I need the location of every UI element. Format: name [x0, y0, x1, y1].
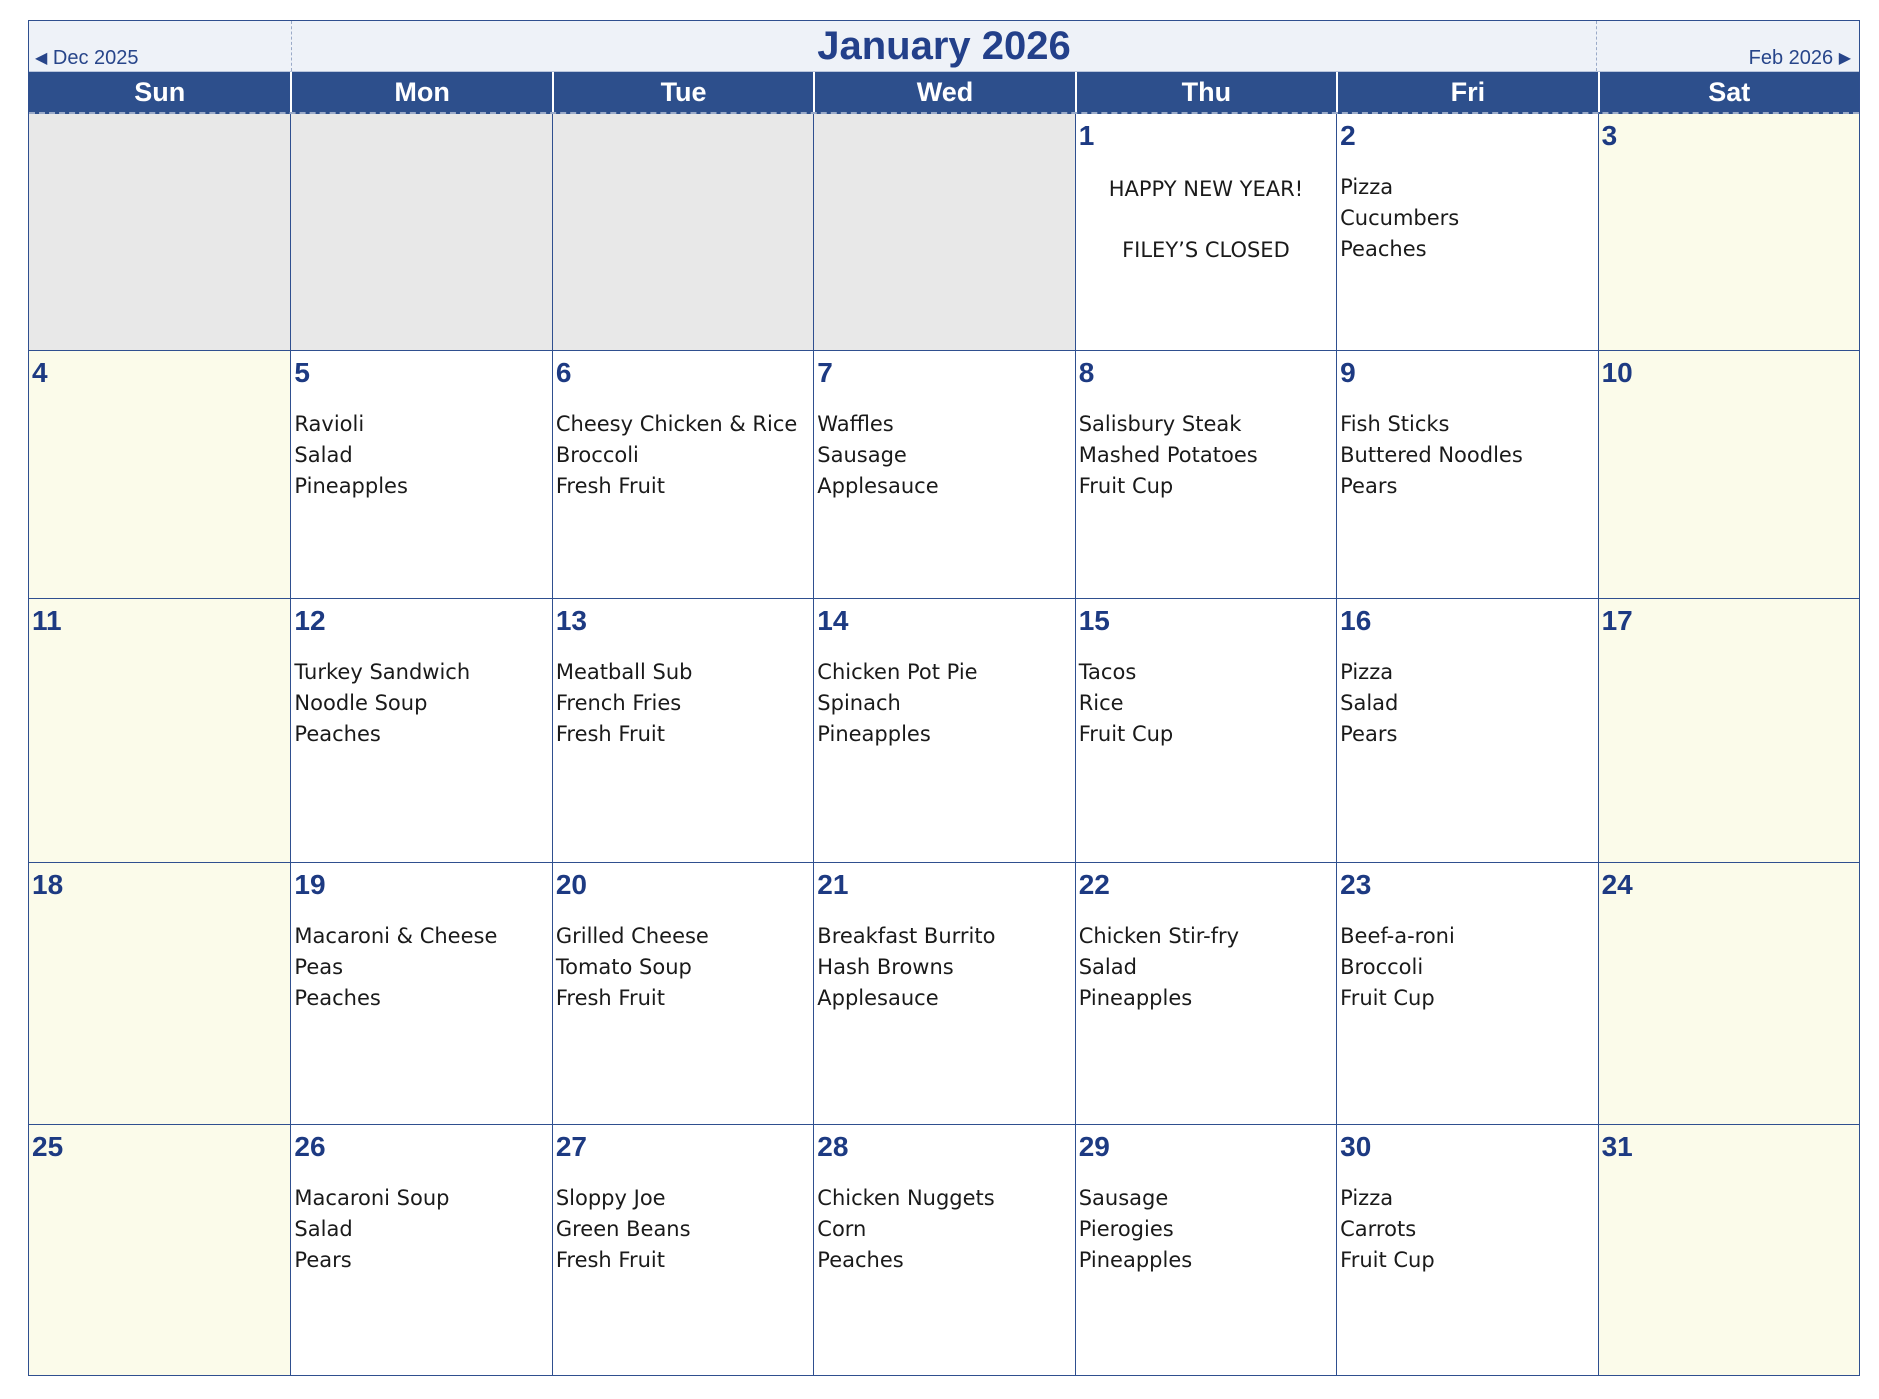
- empty-day-cell: [290, 114, 551, 350]
- menu-item: Mashed Potatoes: [1078, 443, 1258, 467]
- day-number: 30: [1340, 1131, 1372, 1162]
- menu-item: Broccoli: [555, 443, 639, 467]
- menu-item: Macaroni & Cheese: [294, 924, 498, 948]
- menu-list: [556, 657, 693, 750]
- menu-list: [817, 409, 938, 502]
- day-number: 4: [32, 357, 48, 388]
- calendar: [28, 20, 1860, 1376]
- menu-item: Fruit Cup: [1340, 986, 1435, 1010]
- empty-day-cell: [29, 114, 290, 350]
- menu-item: Salisbury Steak: [1078, 412, 1242, 436]
- day-cell: [1336, 862, 1597, 1124]
- menu-item: Beef-a-roni: [1340, 924, 1455, 948]
- day-number: 25: [32, 1131, 64, 1162]
- day-number: 24: [1601, 869, 1633, 900]
- day-cell: [290, 862, 551, 1124]
- menu-list: [1079, 657, 1174, 750]
- menu-item: Pizza: [1340, 660, 1394, 684]
- day-cell: [1598, 598, 1859, 862]
- day-number: 2: [1340, 120, 1356, 151]
- prev-month-label: Dec 2025: [52, 47, 139, 69]
- weekday-header: Thu: [1075, 72, 1336, 112]
- day-note: [1076, 174, 1336, 266]
- menu-list: [1079, 1183, 1193, 1276]
- day-cell: [1075, 350, 1336, 598]
- weekday-header: Fri: [1336, 72, 1597, 112]
- menu-item: Fruit Cup: [1078, 722, 1174, 746]
- note-line: FILEY’S CLOSED: [1122, 238, 1290, 262]
- menu-list: [1340, 1183, 1435, 1276]
- day-cell: [813, 862, 1074, 1124]
- triangle-right-icon: ▶: [1838, 50, 1851, 67]
- menu-item: Broccoli: [1340, 955, 1424, 979]
- menu-list: [1340, 921, 1455, 1014]
- menu-item: Pears: [294, 1248, 352, 1272]
- menu-item: Buttered Noodles: [1340, 443, 1523, 467]
- day-number: 9: [1340, 357, 1356, 388]
- day-cell: [1598, 114, 1859, 350]
- day-cell: [1336, 598, 1597, 862]
- note-line: HAPPY NEW YEAR!: [1108, 177, 1304, 201]
- day-cell: [290, 1124, 551, 1375]
- month-title: January 2026: [817, 24, 1071, 68]
- menu-item: Sausage: [817, 443, 907, 467]
- menu-item: Pineapples: [1078, 986, 1193, 1010]
- prev-month-cell: [29, 21, 292, 71]
- day-number: 18: [32, 869, 64, 900]
- day-number: 5: [294, 357, 310, 388]
- day-cell: [813, 350, 1074, 598]
- menu-item: Cucumbers: [1340, 206, 1460, 230]
- weekday-header: Sun: [134, 77, 186, 107]
- day-number: 27: [555, 1131, 587, 1162]
- menu-item: Fresh Fruit: [555, 722, 665, 746]
- calendar-header: [29, 21, 1859, 72]
- menu-list: [556, 921, 709, 1014]
- day-number: 19: [294, 869, 326, 900]
- day-cell: [290, 350, 551, 598]
- day-number: 16: [1340, 605, 1372, 636]
- menu-item: Salad: [1078, 955, 1137, 979]
- day-number: 22: [1078, 869, 1110, 900]
- menu-item: Applesauce: [817, 986, 939, 1010]
- weekday-header: Sat: [1598, 72, 1859, 112]
- menu-item: Meatball Sub: [555, 660, 693, 684]
- menu-item: Cheesy Chicken & Rice: [555, 412, 798, 436]
- day-number: 31: [1601, 1131, 1633, 1162]
- menu-item: Spinach: [817, 691, 901, 715]
- weekday-header: Tue: [552, 72, 813, 112]
- menu-item: Chicken Nuggets: [817, 1186, 995, 1210]
- menu-list: [817, 657, 977, 750]
- menu-item: Sloppy Joe: [555, 1186, 666, 1210]
- day-number: 14: [817, 605, 849, 636]
- day-cell: [1075, 114, 1336, 350]
- menu-list: [294, 657, 470, 750]
- weekday-header: Wed: [813, 72, 1074, 112]
- menu-item: Pineapples: [817, 722, 931, 746]
- day-number: 29: [1078, 1131, 1110, 1162]
- menu-item: Fresh Fruit: [555, 474, 665, 498]
- menu-item: Chicken Stir-fry: [1078, 924, 1240, 948]
- menu-item: Ravioli: [294, 412, 365, 436]
- menu-item: Salad: [1340, 691, 1399, 715]
- menu-item: Applesauce: [817, 474, 939, 498]
- menu-item: Pizza: [1340, 1186, 1394, 1210]
- menu-item: Rice: [1078, 691, 1124, 715]
- menu-item: Peas: [294, 955, 344, 979]
- menu-item: Fruit Cup: [1078, 474, 1174, 498]
- day-number: 15: [1078, 605, 1110, 636]
- day-number: 26: [294, 1131, 326, 1162]
- day-cell: [29, 862, 290, 1124]
- menu-item: French Fries: [555, 691, 682, 715]
- next-month-label: Feb 2026: [1748, 47, 1834, 69]
- day-cell: [29, 350, 290, 598]
- triangle-left-icon: ◀: [35, 50, 48, 67]
- day-number: 20: [555, 869, 587, 900]
- menu-item: Chicken Pot Pie: [817, 660, 978, 684]
- menu-item: Salad: [294, 443, 353, 467]
- menu-item: Sausage: [1078, 1186, 1169, 1210]
- menu-list: [1340, 409, 1523, 502]
- menu-item: Grilled Cheese: [555, 924, 709, 948]
- day-cell: [813, 1124, 1074, 1375]
- calendar-grid: [29, 114, 1859, 1375]
- day-cell: [552, 862, 813, 1124]
- menu-item: Tomato Soup: [555, 955, 692, 979]
- menu-item: Fresh Fruit: [555, 986, 665, 1010]
- menu-item: Fruit Cup: [1340, 1248, 1435, 1272]
- weekday-header: Mon: [290, 72, 551, 112]
- menu-list: [294, 1183, 449, 1276]
- day-cell: [552, 350, 813, 598]
- next-month-cell: [1596, 21, 1859, 71]
- day-number: 28: [817, 1131, 849, 1162]
- menu-item: Fresh Fruit: [555, 1248, 665, 1272]
- menu-item: Corn: [817, 1217, 867, 1241]
- menu-item: Carrots: [1340, 1217, 1417, 1241]
- day-number: 3: [1601, 120, 1618, 151]
- menu-item: Turkey Sandwich: [294, 660, 471, 684]
- menu-item: Salad: [294, 1217, 353, 1241]
- menu-list: [1079, 409, 1258, 502]
- menu-list: [1340, 172, 1459, 265]
- day-number: 23: [1340, 869, 1372, 900]
- day-number: 10: [1601, 357, 1633, 388]
- menu-item: Tacos: [1078, 660, 1137, 684]
- menu-list: [556, 409, 797, 502]
- menu-list: [1079, 921, 1239, 1014]
- day-cell: [29, 598, 290, 862]
- menu-list: [817, 1183, 994, 1276]
- menu-item: Peaches: [817, 1248, 904, 1272]
- empty-day-cell: [813, 114, 1074, 350]
- day-number: 12: [294, 605, 326, 636]
- day-cell: [290, 598, 551, 862]
- menu-item: Fish Sticks: [1340, 412, 1450, 436]
- day-cell: [1336, 114, 1597, 350]
- menu-item: Peaches: [294, 722, 381, 746]
- menu-item: Pears: [1340, 474, 1398, 498]
- menu-item: Pizza: [1340, 175, 1394, 199]
- menu-item: Green Beans: [555, 1217, 691, 1241]
- day-number: 17: [1601, 605, 1633, 636]
- next-month-link[interactable]: [1749, 46, 1851, 71]
- menu-list: [556, 1183, 691, 1276]
- menu-item: Macaroni Soup: [294, 1186, 450, 1210]
- day-number: 7: [817, 357, 833, 388]
- day-number: 6: [555, 357, 572, 388]
- menu-list: [294, 409, 408, 502]
- day-cell: [1598, 350, 1859, 598]
- menu-item: Waffles: [817, 412, 894, 436]
- menu-item: Pineapples: [1078, 1248, 1193, 1272]
- day-number: 21: [817, 869, 849, 900]
- day-cell: [1336, 1124, 1597, 1375]
- day-number: 1: [1078, 120, 1095, 151]
- menu-list: [1340, 657, 1398, 750]
- day-cell: [1598, 1124, 1859, 1375]
- menu-item: Peaches: [1340, 237, 1427, 261]
- day-cell: [813, 598, 1074, 862]
- day-number: 11: [32, 605, 62, 636]
- menu-list: [294, 921, 497, 1014]
- day-number: 13: [555, 605, 587, 636]
- menu-item: Noodle Soup: [294, 691, 428, 715]
- day-cell: [29, 1124, 290, 1375]
- day-cell: [1075, 1124, 1336, 1375]
- prev-month-link[interactable]: [35, 46, 139, 71]
- menu-item: Pineapples: [294, 474, 408, 498]
- day-cell: [1598, 862, 1859, 1124]
- menu-item: Pierogies: [1078, 1217, 1174, 1241]
- day-cell: [552, 598, 813, 862]
- day-cell: [552, 1124, 813, 1375]
- menu-item: Peaches: [294, 986, 381, 1010]
- menu-item: Hash Browns: [817, 955, 954, 979]
- weekday-header-row: [29, 72, 1859, 114]
- menu-list: [817, 921, 995, 1014]
- day-cell: [1075, 598, 1336, 862]
- day-number: 8: [1078, 357, 1095, 388]
- day-cell: [1075, 862, 1336, 1124]
- menu-item: Pears: [1340, 722, 1398, 746]
- empty-day-cell: [552, 114, 813, 350]
- day-cell: [1336, 350, 1597, 598]
- menu-item: Breakfast Burrito: [817, 924, 996, 948]
